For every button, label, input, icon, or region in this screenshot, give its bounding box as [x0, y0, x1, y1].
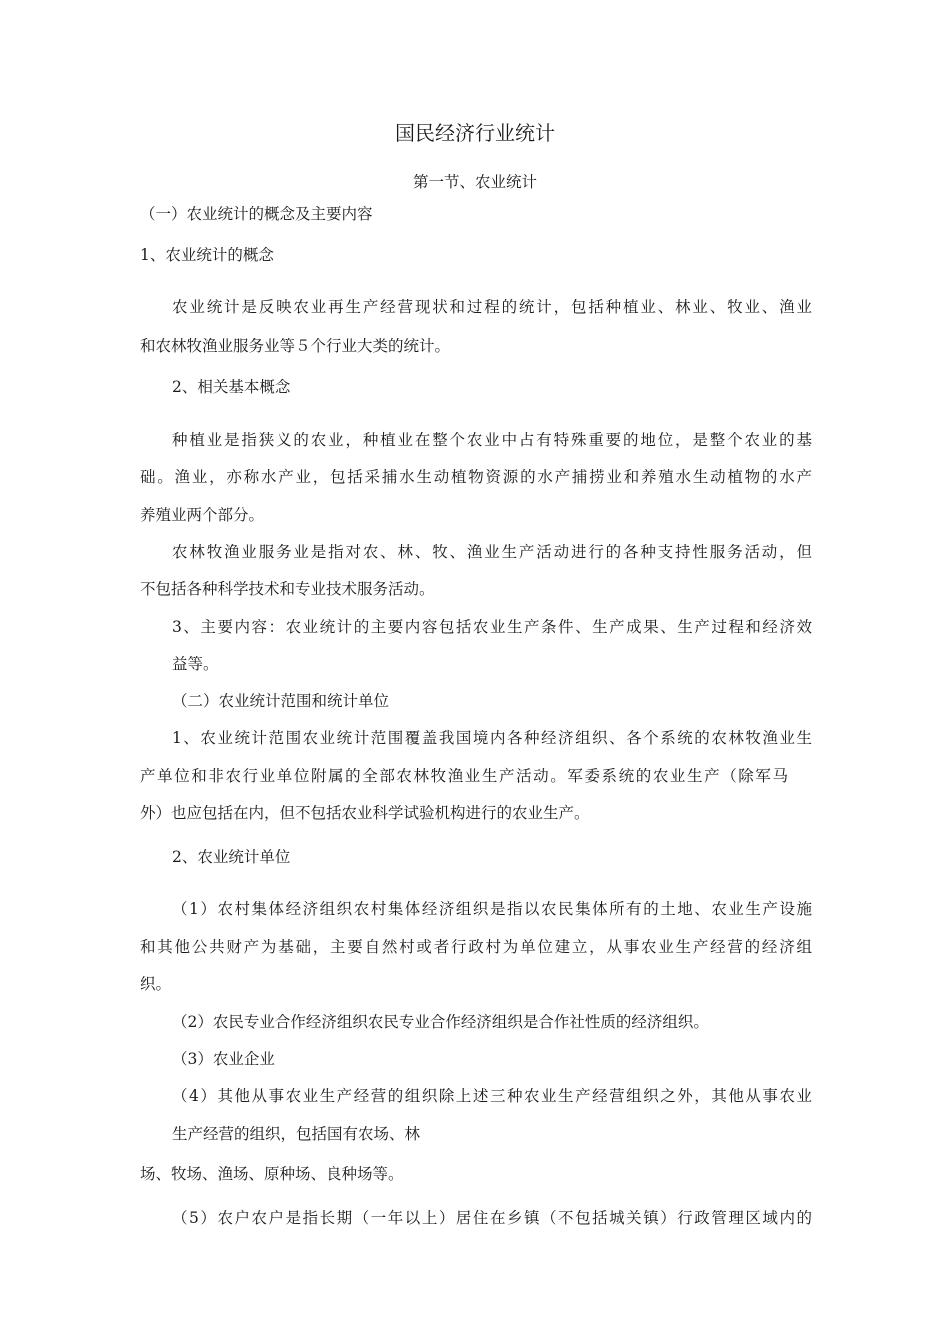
paragraph-6-line-1: （1）农村集体经济组织农村集体经济组织是指以农民集体所有的土地、农业生产设施	[172, 900, 812, 918]
item-3: 2、农业统计单位	[172, 848, 291, 866]
paragraph-7: （2）农民专业合作经济组织农民专业合作经济组织是合作社性质的经济组织。	[172, 1013, 709, 1031]
paragraph-8: （3）农业企业	[172, 1050, 275, 1068]
section-title: 第一节、农业统计	[412, 173, 537, 191]
paragraph-1-line-1: 农业统计是反映农业再生产经营现状和过程的统计，包括种植业、林业、牧业、渔业	[172, 298, 812, 316]
paragraph-4-line-1: 3、主要内容：农业统计的主要内容包括农业生产条件、生产成果、生产过程和经济效	[172, 618, 812, 636]
paragraph-2-line-1: 种植业是指狭义的农业，种植业在整个农业中占有特殊重要的地位，是整个农业的基	[172, 431, 812, 449]
paragraph-11-line-1: （5）农户农户是指长期（一年以上）居住在乡镇（不包括城关镇）行政管理区域内的	[172, 1209, 812, 1227]
paragraph-6-line-2: 和其他公共财产为基础，主要自然村或者行政村为单位建立，从事农业生产经营的经济组	[140, 938, 812, 956]
item-1: 1、农业统计的概念	[140, 246, 274, 264]
heading-2: （二）农业统计范围和统计单位	[172, 692, 390, 710]
paragraph-5-line-2: 产单位和非农行业单位附属的全部农林牧渔业生产活动。军委系统的农业生产（除军马	[140, 767, 788, 785]
paragraph-1-line-2: 和农林牧渔业服务业等５个行业大类的统计。	[140, 337, 451, 355]
heading-1: （一）农业统计的概念及主要内容	[140, 205, 373, 223]
paragraph-4-line-2: 益等。	[172, 655, 219, 673]
item-2: 2、相关基本概念	[172, 378, 291, 396]
paragraph-3-line-2: 不包括各种科学技术和专业技术服务活动。	[140, 580, 435, 598]
paragraph-6-line-3: 织。	[140, 975, 172, 993]
paragraph-2-line-2: 础。渔业，亦称水产业，包括采捕水生动植物资源的水产捕捞业和养殖水生动植物的水产	[140, 468, 812, 486]
paragraph-5-line-3: 外）也应包括在内，但不包括农业科学试验机构进行的农业生产。	[140, 804, 590, 822]
paragraph-10: 场、牧场、渔场、原种场、良种场等。	[140, 1165, 404, 1183]
paragraph-2-line-3: 养殖业两个部分。	[140, 506, 265, 524]
paragraph-9-line-1: （4）其他从事农业生产经营的组织除上述三种农业生产经营组织之外，其他从事农业	[172, 1087, 812, 1105]
paragraph-3-line-1: 农林牧渔业服务业是指对农、林、牧、渔业生产活动进行的各种支持性服务活动，但	[172, 543, 812, 561]
document-title: 国民经济行业统计	[395, 121, 555, 145]
paragraph-5-line-1: 1、农业统计范围农业统计范围覆盖我国境内各种经济组织、各个系统的农林牧渔业生	[172, 729, 812, 747]
paragraph-9-line-2: 生产经营的组织，包括国有农场、林	[172, 1125, 421, 1143]
